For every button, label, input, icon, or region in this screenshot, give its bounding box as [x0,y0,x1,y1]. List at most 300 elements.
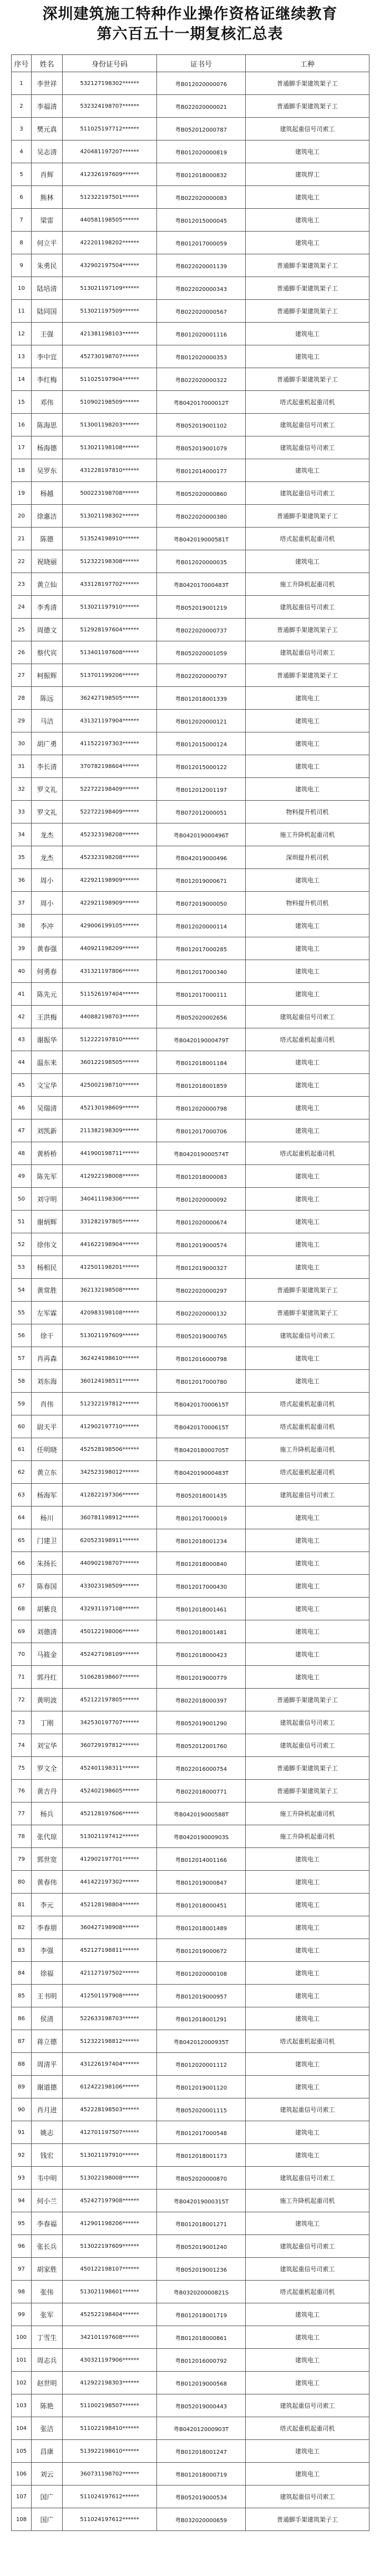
cell-index: 61 [12,1438,32,1461]
cell-job-type: 建筑电工 [246,2121,369,2144]
table-row [12,2007,369,2030]
cell-id-number: 331282197805****** [63,1211,157,1233]
cell-certificate-number: 粤B012017000111 [157,983,246,1006]
cell-job-type: 施工升降机起重司机 [246,1802,369,1825]
cell-certificate-number: 粤B012018001719 [157,2303,246,2326]
cell-index: 29 [12,710,32,732]
cell-index: 38 [12,915,32,937]
cell-index: 57 [12,1347,32,1370]
table-row [12,459,369,482]
cell-certificate-number: 粤B042019000315T [157,2190,246,2212]
cell-id-number: 513022198008****** [63,2167,157,2190]
table-row [12,95,369,118]
cell-id-number: 370782198604****** [63,755,157,778]
cell-certificate-number: 粤B012018001339 [157,687,246,710]
cell-index: 42 [12,1006,32,1028]
cell-name: 胡家胜 [32,2258,63,2281]
cell-job-type: 建筑电工 [246,937,369,960]
table-row [12,664,369,687]
cell-job-type: 建筑起重信号司索工 [246,2394,369,2417]
cell-id-number: 421127197502****** [63,1962,157,1985]
table-row [12,1620,369,1643]
cell-name: 杨兵 [32,1802,63,1825]
cell-id-number: 342101197608****** [63,2326,157,2349]
cell-id-number: 452130198609****** [63,1097,157,1119]
cell-id-number: 511022198410****** [63,2417,157,2440]
title-line-2: 第六百五十一期复核汇总表 [97,26,283,43]
cell-index: 76 [12,1780,32,1802]
table-row [12,892,369,915]
cell-certificate-number: 粤B012020001112 [157,2053,246,2076]
cell-name: 龙杰 [32,823,63,846]
cell-id-number: 511024197612****** [63,2485,157,2508]
cell-certificate-number: 粤B022020000380 [157,505,246,528]
cell-id-number: 440921198209****** [63,937,157,960]
table-row [12,140,369,163]
table-row [12,1097,369,1119]
cell-certificate-number: 粤B012020000674 [157,1211,246,1233]
cell-index: 66 [12,1552,32,1575]
table-row [12,2030,369,2053]
cell-name: 樊元真 [32,118,63,140]
cell-job-type: 建筑电工 [246,1939,369,1962]
cell-name: 钱宏 [32,2144,63,2167]
cell-certificate-number: 粤B022020000132 [157,1302,246,1324]
cell-name: 柯振辉 [32,664,63,687]
cell-index: 52 [12,1233,32,1256]
table-row [12,869,369,892]
cell-index: 68 [12,1598,32,1620]
cell-name: 刘凯新 [32,1119,63,1142]
cell-job-type: 建筑电工 [246,2372,369,2394]
table-row [12,1711,369,1734]
table-row [12,186,369,209]
cell-certificate-number: 粤B012014001166 [157,1848,246,1871]
cell-index: 65 [12,1529,32,1552]
cell-id-number: 431321197904****** [63,710,157,732]
cell-index: 73 [12,1711,32,1734]
cell-id-number: 513021197609****** [63,1324,157,1347]
cell-certificate-number: 粤B012020000798 [157,1097,246,1119]
table-row [12,846,369,869]
cell-certificate-number: 粤B012018001247 [157,2440,246,2463]
cell-name: 黄立仙 [32,573,63,596]
cell-id-number: 452127198811****** [63,1939,157,1962]
cell-certificate-number: 粤B012018000840 [157,1552,246,1575]
cell-id-number: 452730198707****** [63,345,157,368]
cell-index: 54 [12,1279,32,1302]
cell-index: 27 [12,664,32,687]
cell-name: 黄吉丹 [32,1780,63,1802]
cell-name: 张洁 [32,2417,63,2440]
cell-id-number: 440882198703****** [63,1006,157,1028]
cell-job-type: 建筑电工 [246,915,369,937]
table-row [12,2326,369,2349]
table-row [12,1507,369,1529]
cell-index: 77 [12,1802,32,1825]
table-row [12,1370,369,1393]
cell-certificate-number: 粤B022016000754 [157,1757,246,1780]
cell-name: 陈先元 [32,983,63,1006]
table-row [12,1461,369,1484]
cell-certificate-number: 粤B022020000737 [157,619,246,641]
cell-certificate-number: 粤B052019001219 [157,596,246,619]
cell-index: 7 [12,209,32,232]
table-row [12,277,369,300]
cell-id-number: 512222197810****** [63,1028,157,1051]
cell-certificate-number: 粤B012012001197 [157,778,246,801]
table-row [12,436,369,459]
table-row [12,1256,369,1279]
cell-id-number: 522722198409****** [63,801,157,823]
table-row [12,2212,369,2235]
cell-id-number: 513021198302****** [63,505,157,528]
cell-name: 姚志 [32,2121,63,2144]
cell-id-number: 452228198503****** [63,2098,157,2121]
cell-index: 49 [12,1165,32,1188]
cell-index: 45 [12,1074,32,1097]
cell-job-type: 普通脚手架建筑架子工 [246,95,369,118]
cell-index: 106 [12,2463,32,2485]
cell-name: 邓伟 [32,391,63,414]
cell-id-number: 513021197509****** [63,300,157,323]
cell-job-type: 建筑电工 [246,1643,369,1666]
cell-certificate-number: 粤B022020000567 [157,300,246,323]
cell-name: 周志兵 [32,2349,63,2372]
cell-name: 国广 [32,2508,63,2531]
cell-job-type: 建筑电工 [246,1962,369,1985]
cell-index: 75 [12,1757,32,1780]
cell-certificate-number: 粤B012019000574 [157,1233,246,1256]
table-row [12,710,369,732]
cell-name: 黄立东 [32,1461,63,1484]
cell-index: 32 [12,778,32,801]
cell-id-number: 360731198702****** [63,2463,157,2485]
cell-certificate-number: 粤B042017000615T [157,1415,246,1438]
cell-id-number: 512322198812****** [63,2030,157,2053]
cell-certificate-number: 粤B012018001859 [157,1074,246,1097]
cell-id-number: 412902197710****** [63,1415,157,1438]
cell-id-number: 362424198610****** [63,1347,157,1370]
cell-index: 44 [12,1051,32,1074]
cell-id-number: 412501198201****** [63,1256,157,1279]
table-row [12,550,369,573]
cell-job-type: 普通脚手架建筑架子工 [246,664,369,687]
cell-index: 74 [12,1734,32,1757]
cell-name: 李中宜 [32,345,63,368]
cell-name: 罗文礼 [32,801,63,823]
cell-name: 左军霖 [32,1302,63,1324]
cell-id-number: 500223198708****** [63,482,157,505]
table-row [12,2417,369,2440]
cell-job-type: 普通脚手架建筑架子工 [246,300,369,323]
cell-certificate-number: 粤B012018000083 [157,1165,246,1188]
cell-index: 21 [12,528,32,550]
cell-name: 杨川 [32,1507,63,1529]
cell-name: 张伟 [32,2281,63,2303]
cell-name: 丁刚 [32,1711,63,1734]
cell-id-number: 513001198203****** [63,414,157,436]
cell-index: 71 [12,1666,32,1689]
cell-name: 李冲 [32,915,63,937]
table-row [12,163,369,186]
cell-name: 王强 [32,323,63,345]
cell-certificate-number: 粤B012018000451 [157,1894,246,1916]
cell-certificate-number: 粤B032020000821S [157,2281,246,2303]
cell-id-number: 452427197908****** [63,2190,157,2212]
cell-id-number: 522722198409****** [63,778,157,801]
cell-index: 8 [12,232,32,254]
table-row [12,573,369,596]
table-row [12,1484,369,1507]
cell-index: 81 [12,1894,32,1916]
table-row [12,1438,369,1461]
cell-job-type: 普通脚手架建筑架子工 [246,254,369,277]
table-row [12,1119,369,1142]
cell-job-type: 建筑起重信号司索工 [246,1734,369,1757]
cell-job-type: 建筑电工 [246,2076,369,2098]
cell-id-number: 412901198206****** [63,2212,157,2235]
cell-id-number: 211382198309****** [63,1119,157,1142]
cell-id-number: 452122197805****** [63,1689,157,1711]
cell-index: 102 [12,2372,32,2394]
table-row [12,391,369,414]
cell-name: 文宝华 [32,1074,63,1097]
cell-certificate-number: 粤B012019000672 [157,1939,246,1962]
cell-id-number: 513021197910****** [63,596,157,619]
cell-certificate-number: 粤B052020000860 [157,482,246,505]
cell-job-type: 建筑电工 [246,2349,369,2372]
cell-index: 31 [12,755,32,778]
table-row [12,2485,369,2508]
cell-job-type: 建筑电工 [246,1848,369,1871]
cell-certificate-number: 粤B012018001489 [157,1916,246,1939]
cell-id-number: 441422197302****** [63,1871,157,1894]
cell-name: 陈德 [32,528,63,550]
table-row [12,1666,369,1689]
cell-certificate-number: 粤B042019000479T [157,1028,246,1051]
cell-certificate-number: 粤B012015000124 [157,732,246,755]
cell-index: 3 [12,118,32,140]
cell-job-type: 建筑电工 [246,710,369,732]
cell-job-type: 施工升降机起重司机 [246,823,369,846]
cell-id-number: 429006199105****** [63,915,157,937]
cell-job-type: 施工升降机起重司机 [246,2190,369,2212]
col-header-certificate-number: 证书号 [157,55,246,72]
cell-index: 60 [12,1415,32,1438]
cell-certificate-number: 粤B052019000765 [157,1324,246,1347]
cell-certificate-number: 粤B072012000051 [157,801,246,823]
cell-index: 35 [12,846,32,869]
cell-certificate-number: 粤B012018001271 [157,2212,246,2235]
cell-index: 22 [12,550,32,573]
table-row [12,2076,369,2098]
cell-name: 刘云 [32,2463,63,2485]
table-row [12,755,369,778]
table-row [12,1825,369,1848]
cell-job-type: 建筑电工 [246,1119,369,1142]
cell-certificate-number: 粤B012015000122 [157,755,246,778]
cell-certificate-number: 粤B022020001139 [157,254,246,277]
cell-job-type: 建筑起重信号司索工 [246,482,369,505]
table-row [12,505,369,528]
cell-job-type: 普通脚手架建筑架子工 [246,72,369,95]
cell-name: 黄春强 [32,937,63,960]
cell-id-number: 422921198909****** [63,892,157,915]
table-row [12,118,369,140]
cell-index: 84 [12,1962,32,1985]
cell-job-type: 建筑电工 [246,1666,369,1689]
cell-job-type: 塔式起重机起重司机 [246,1461,369,1484]
cell-index: 26 [12,641,32,664]
cell-name: 徐惠洁 [32,505,63,528]
cell-id-number: 452128198804****** [63,1894,157,1916]
cell-index: 19 [12,482,32,505]
table-row [12,1051,369,1074]
cell-job-type: 建筑电工 [246,1598,369,1620]
table-row [12,1575,369,1598]
cell-id-number: 510902198509****** [63,391,157,414]
cell-index: 82 [12,1916,32,1939]
cell-index: 96 [12,2235,32,2258]
cell-name: 何小兰 [32,2190,63,2212]
cell-certificate-number: 粤B012020000076 [157,72,246,95]
cell-job-type: 建筑起重信号司索工 [246,1484,369,1507]
cell-certificate-number: 粤B012018001461 [157,1598,246,1620]
cell-index: 51 [12,1211,32,1233]
table-row [12,1734,369,1757]
col-header-index: 序号 [12,55,32,72]
cell-name: 陈艳 [32,2394,63,2417]
cell-id-number: 452401198311****** [63,1757,157,1780]
cell-name: 李长清 [32,755,63,778]
table-row [12,1347,369,1370]
cell-certificate-number: 粤B012017000285 [157,937,246,960]
table-row [12,960,369,983]
cell-index: 92 [12,2144,32,2167]
cell-name: 朱勇民 [32,254,63,277]
cell-name: 门建卫 [32,1529,63,1552]
cell-name: 吴罗东 [32,459,63,482]
cell-id-number: 432931197108****** [63,1598,157,1620]
cell-index: 43 [12,1028,32,1051]
cell-name: 周小 [32,869,63,892]
cell-index: 23 [12,573,32,596]
cell-index: 83 [12,1939,32,1962]
table-body [12,72,369,2531]
cell-name: 昌康 [32,2440,63,2463]
cell-index: 50 [12,1188,32,1211]
table-row [12,1165,369,1188]
cell-index: 88 [12,2053,32,2076]
table-row [12,1324,369,1347]
table-header-row [12,55,369,72]
cell-index: 108 [12,2508,32,2531]
cell-name: 陈海思 [32,414,63,436]
cell-job-type: 建筑电工 [246,960,369,983]
table-row [12,1689,369,1711]
cell-id-number: 532127198302****** [63,72,157,95]
table-row [12,1302,369,1324]
cell-id-number: 513401197608****** [63,641,157,664]
cell-certificate-number: 粤B052020000870 [157,2167,246,2190]
cell-job-type: 建筑电工 [246,2326,369,2349]
cell-index: 40 [12,960,32,983]
cell-name: 赵世明 [32,2372,63,2394]
cell-name: 徐福 [32,1962,63,1985]
cell-id-number: 421381198103****** [63,323,157,345]
cell-index: 63 [12,1484,32,1507]
cell-id-number: 452427198109****** [63,1643,157,1666]
cell-name: 国广 [32,2485,63,2508]
cell-job-type: 建筑电工 [246,983,369,1006]
cell-id-number: 512322197812****** [63,1393,157,1415]
cell-name: 张代琼 [32,1825,63,1848]
cell-id-number: 422921198909****** [63,869,157,892]
cell-certificate-number: 粤B042019000574T [157,1142,246,1165]
cell-job-type: 建筑电工 [246,323,369,345]
cell-certificate-number: 粤B052019001290 [157,1711,246,1734]
cell-certificate-number: 粤B052018001435 [157,1484,246,1507]
cell-name: 张长兵 [32,2235,63,2258]
cell-certificate-number: 粤B052019001079 [157,436,246,459]
cell-index: 16 [12,414,32,436]
cell-id-number: 431226197404****** [63,2053,157,2076]
cell-certificate-number: 粤B012018000832 [157,163,246,186]
table-row [12,323,369,345]
cell-index: 6 [12,186,32,209]
cell-job-type: 建筑电工 [246,232,369,254]
cell-certificate-number: 粤B022020000322 [157,368,246,391]
cell-job-type: 普通脚手架建筑架子工 [246,368,369,391]
cell-job-type: 建筑起重信号司索工 [246,436,369,459]
cell-index: 53 [12,1256,32,1279]
cell-index: 93 [12,2167,32,2190]
cell-job-type: 建筑电工 [246,687,369,710]
table-row [12,1802,369,1825]
cell-id-number: 511002198507****** [63,2394,157,2417]
cell-index: 41 [12,983,32,1006]
table-row [12,1939,369,1962]
cell-name: 尉天平 [32,1415,63,1438]
cell-index: 86 [12,2007,32,2030]
cell-certificate-number: 粤B042019000903S [157,1825,246,1848]
table-row [12,232,369,254]
cell-certificate-number: 粤B042017000483T [157,573,246,596]
cell-job-type: 建筑电工 [246,2303,369,2326]
cell-index: 94 [12,2190,32,2212]
cell-name: 龙杰 [32,846,63,869]
cell-name: 李春福 [32,2212,63,2235]
table-row [12,937,369,960]
cell-id-number: 412902197701****** [63,1848,157,1871]
table-row [12,2144,369,2167]
cell-index: 33 [12,801,32,823]
cell-job-type: 塔式起重机起重司机 [246,1415,369,1438]
cell-name: 熊林 [32,186,63,209]
cell-name: 李强 [32,1939,63,1962]
cell-index: 36 [12,869,32,892]
cell-job-type: 建筑电工 [246,755,369,778]
cell-name: 徐伟文 [32,1233,63,1256]
cell-id-number: 513021197412****** [63,1825,157,1848]
cell-id-number: 362427198505****** [63,687,157,710]
cell-certificate-number: 粤B012018001234 [157,1529,246,1552]
cell-certificate-number: 粤B042019000483T [157,1461,246,1484]
cell-job-type: 建筑电工 [246,1233,369,1256]
cell-index: 98 [12,2281,32,2303]
table-row [12,1871,369,1894]
